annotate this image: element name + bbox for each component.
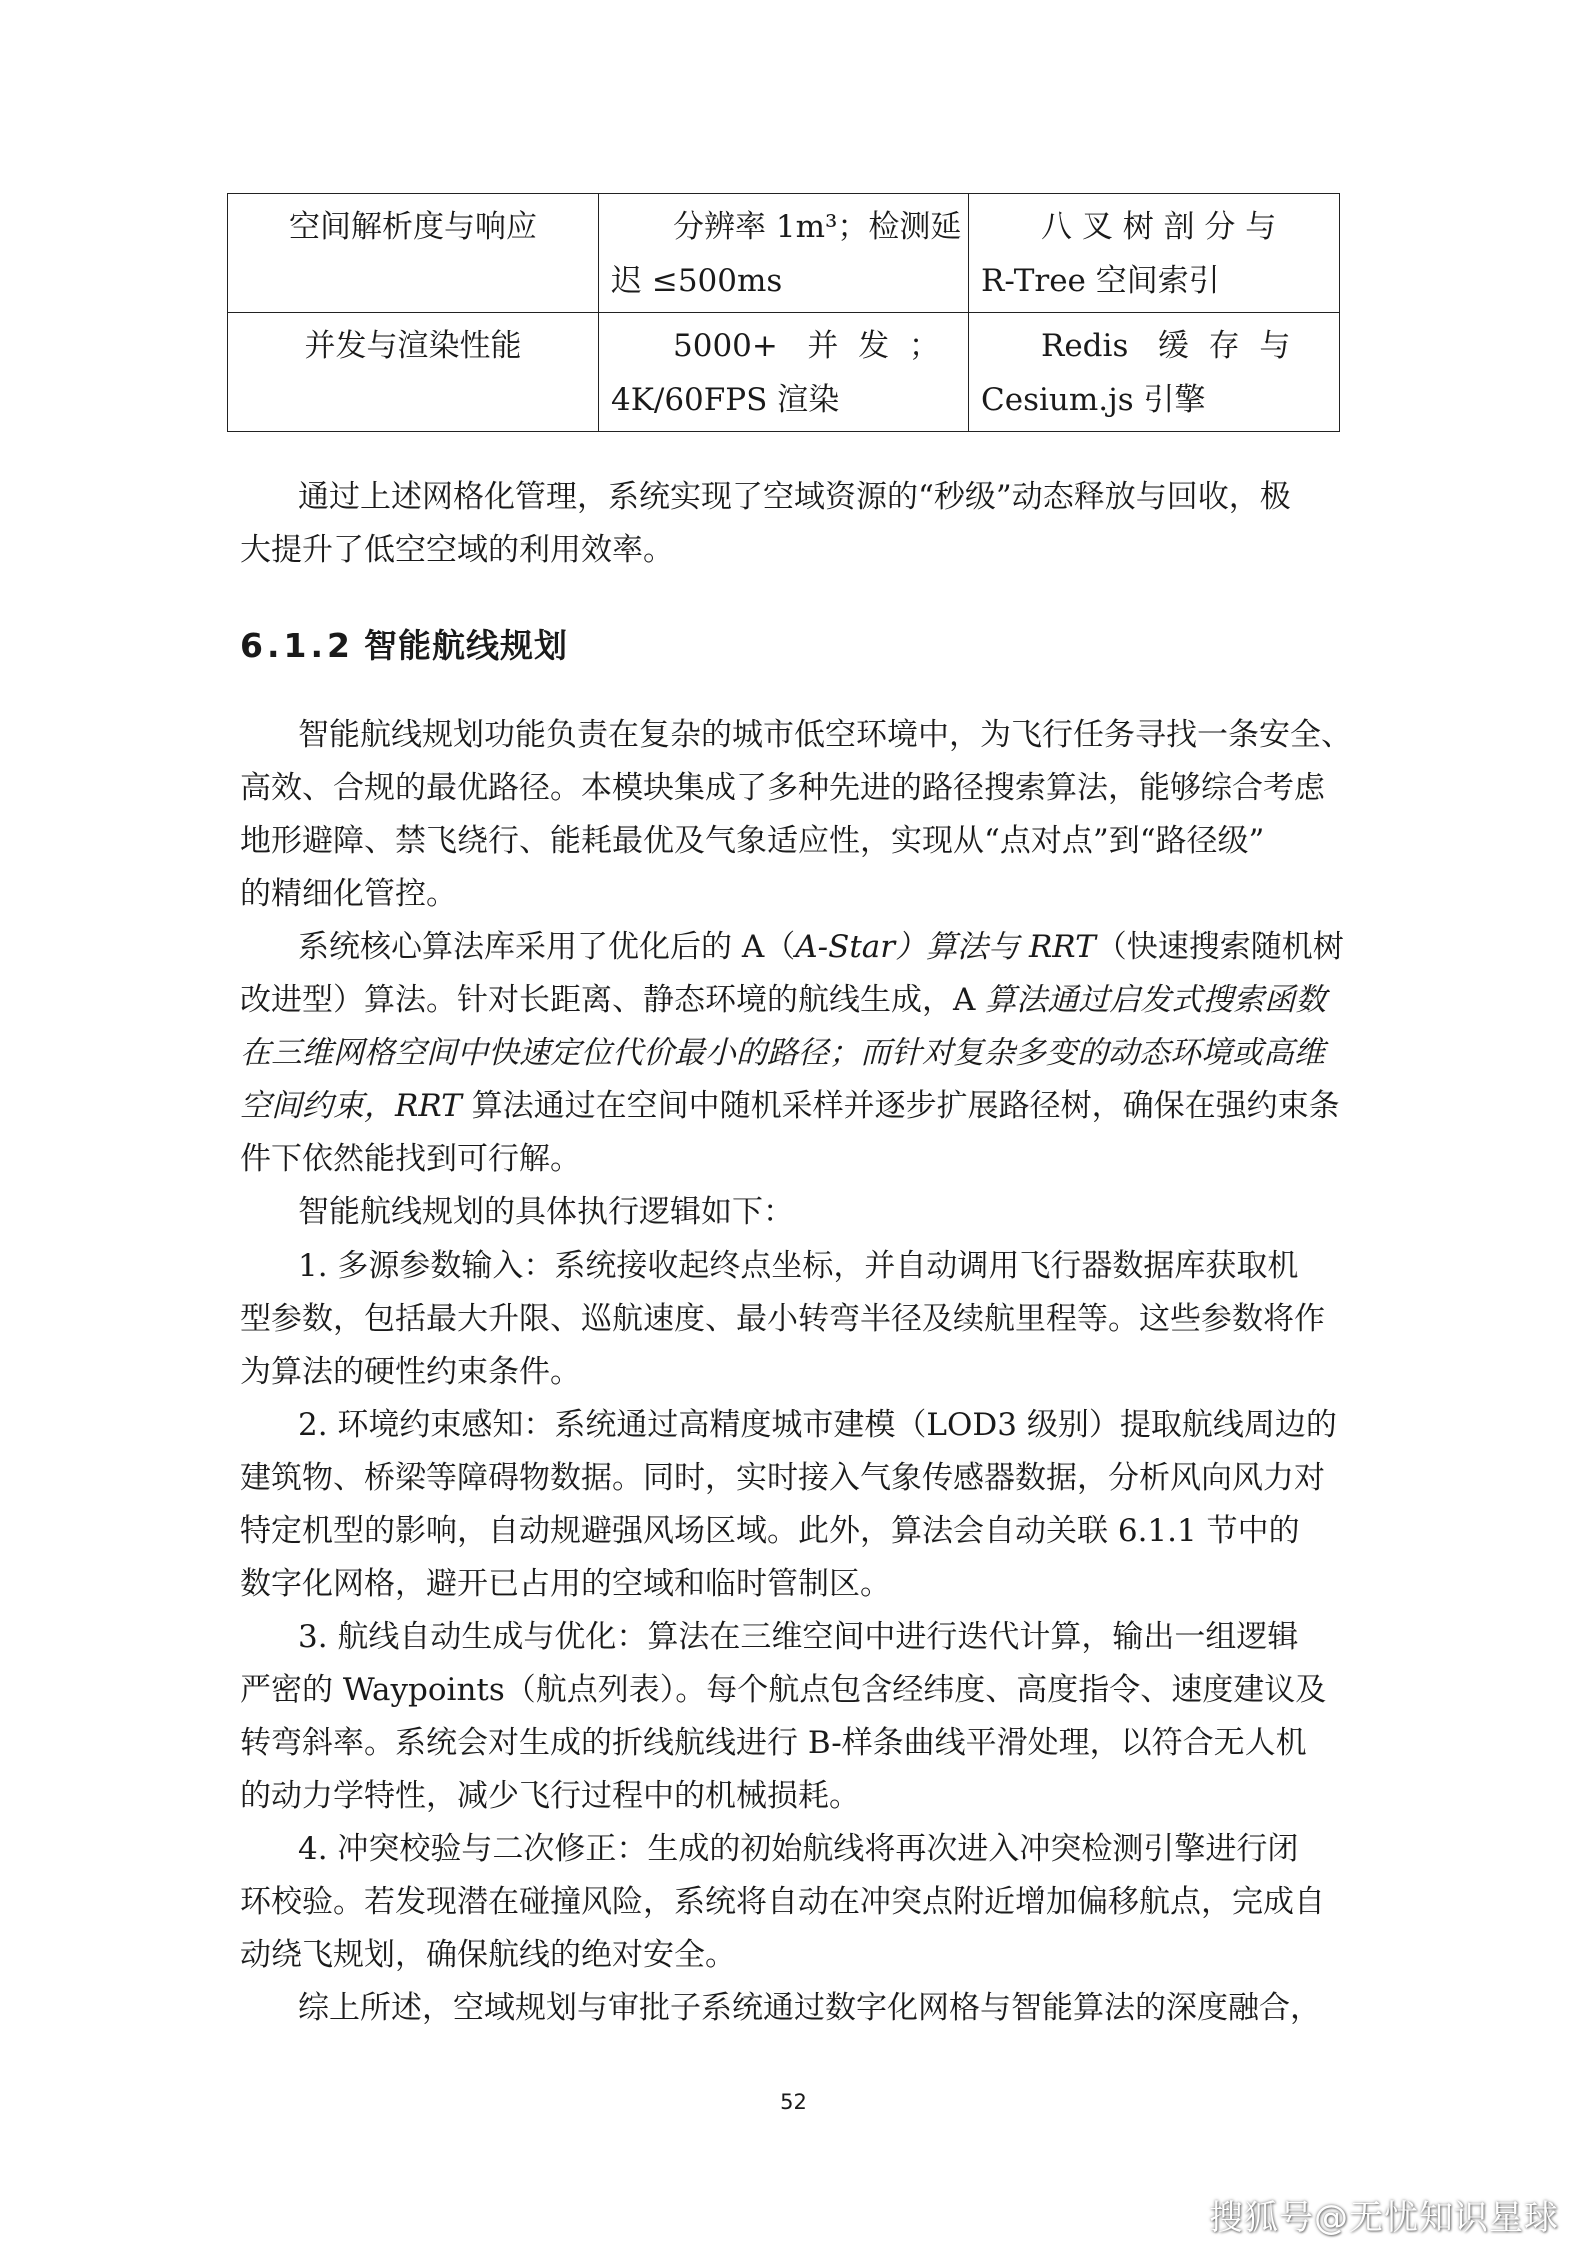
text-line: 大提升了低空空域的利用效率。 xyxy=(240,532,674,568)
section-title: 智能航线规划 xyxy=(363,626,568,665)
text-line: 在三维网格空间中快速定位代价最小的路径；而针对复杂多变的动态环境或高维 xyxy=(240,1035,1325,1071)
text-line: 动绕飞规划，确保航线的绝对安全。 xyxy=(240,1937,736,1973)
table-row xyxy=(228,313,1340,432)
cell-line: R-Tree 空间索引 xyxy=(981,263,1220,299)
text-line: 高效、合规的最优路径。本模块集成了多种先进的路径搜索算法，能够综合考虑 xyxy=(240,770,1325,806)
list-item-1 xyxy=(240,1240,1350,1399)
table-cell xyxy=(599,194,969,313)
watermark: 搜狐号@无忧知识星球 xyxy=(1209,2198,1559,2238)
text-line: 型参数，包括最大升限、巡航速度、最小转弯半径及续航里程等。这些参数将作 xyxy=(240,1301,1325,1337)
text-line: 严密的 Waypoints（航点列表）。每个航点包含经纬度、高度指令、速度建议及 xyxy=(240,1672,1327,1708)
text-line: 为算法的硬性约束条件。 xyxy=(240,1354,581,1390)
cell-line: Cesium.js 引擎 xyxy=(981,382,1206,418)
list-item-4 xyxy=(240,1823,1350,1982)
text-line: 改进型）算法。针对长距离、静态环境的航线生成，A 算法通过启发式搜索函数 xyxy=(240,982,1327,1018)
section-number: 6.1.2 xyxy=(240,626,354,665)
cell-line: Redis 缓 存 与 xyxy=(1041,328,1291,364)
text-line: 环校验。若发现潜在碰撞风险，系统将自动在冲突点附近增加偏移航点，完成自 xyxy=(240,1884,1325,1920)
text-line: 空间约束，RRT 算法通过在空间中随机采样并逐步扩展路径树，确保在强约束条 xyxy=(240,1088,1340,1124)
page-number: 52 xyxy=(780,2090,807,2114)
paragraph-overview xyxy=(240,709,1350,921)
cell-line: 八 叉 树 剖 分 与 xyxy=(1041,209,1277,245)
text-line: 3. 航线自动生成与优化：算法在三维空间中进行迭代计算，输出一组逻辑 xyxy=(298,1619,1299,1655)
paragraph-algorithms xyxy=(240,921,1350,1186)
intro-paragraph xyxy=(240,471,1350,577)
table-cell xyxy=(969,194,1340,313)
section-heading xyxy=(240,620,568,667)
closing-paragraph xyxy=(240,1982,1350,2035)
text-line: 件下依然能找到可行解。 xyxy=(240,1141,581,1177)
text-line: 智能航线规划的具体执行逻辑如下： xyxy=(298,1194,794,1230)
text-line: 2. 环境约束感知：系统通过高精度城市建模（LOD3 级别）提取航线周边的 xyxy=(298,1407,1337,1443)
cell-line: 迟 ≤500ms xyxy=(611,263,783,299)
text-line: 地形避障、禁飞绕行、能耗最优及气象适应性，实现从“点对点”到“路径级” xyxy=(240,823,1265,859)
text-line: 智能航线规划功能负责在复杂的城市低空环境中，为飞行任务寻找一条安全、 xyxy=(298,717,1352,753)
list-item-3 xyxy=(240,1611,1350,1823)
text-line: 转弯斜率。系统会对生成的折线航线进行 B-样条曲线平滑处理，以符合无人机 xyxy=(240,1725,1307,1761)
spec-table xyxy=(227,193,1340,432)
text-line: 建筑物、桥梁等障碍物数据。同时，实时接入气象传感器数据，分析风向风力对 xyxy=(240,1460,1325,1496)
table-cell: 空间解析度与响应 xyxy=(228,194,599,313)
text-line: 的精细化管控。 xyxy=(240,876,457,912)
list-item-2 xyxy=(240,1399,1350,1611)
text-line: 4. 冲突校验与二次修正：生成的初始航线将再次进入冲突检测引擎进行闭 xyxy=(298,1831,1299,1867)
table-cell: 并发与渲染性能 xyxy=(228,313,599,432)
text-line: 系统核心算法库采用了优化后的 A（A-Star）算法与 RRT（快速搜索随机树 xyxy=(298,929,1344,965)
cell-line: 5000+ 并 发 ； xyxy=(673,328,940,364)
text-line: 综上所述，空域规划与审批子系统通过数字化网格与智能算法的深度融合， xyxy=(298,1990,1321,2026)
text-line: 特定机型的影响，自动规避强风场区域。此外，算法会自动关联 6.1.1 节中的 xyxy=(240,1513,1300,1549)
table-cell xyxy=(599,313,969,432)
cell-line: 4K/60FPS 渲染 xyxy=(611,382,840,418)
text-line: 1. 多源参数输入：系统接收起终点坐标，并自动调用飞行器数据库获取机 xyxy=(298,1248,1299,1284)
cell-line: 分辨率 1m³；检测延 xyxy=(673,209,962,245)
text-line: 的动力学特性，减少飞行过程中的机械损耗。 xyxy=(240,1778,860,1814)
paragraph-logic-intro xyxy=(240,1186,1350,1239)
text-line: 数字化网格，避开已占用的空域和临时管制区。 xyxy=(240,1566,891,1602)
text-line: 通过上述网格化管理，系统实现了空域资源的“秒级”动态释放与回收，极 xyxy=(298,479,1291,515)
table-cell xyxy=(969,313,1340,432)
table-row xyxy=(228,194,1340,313)
